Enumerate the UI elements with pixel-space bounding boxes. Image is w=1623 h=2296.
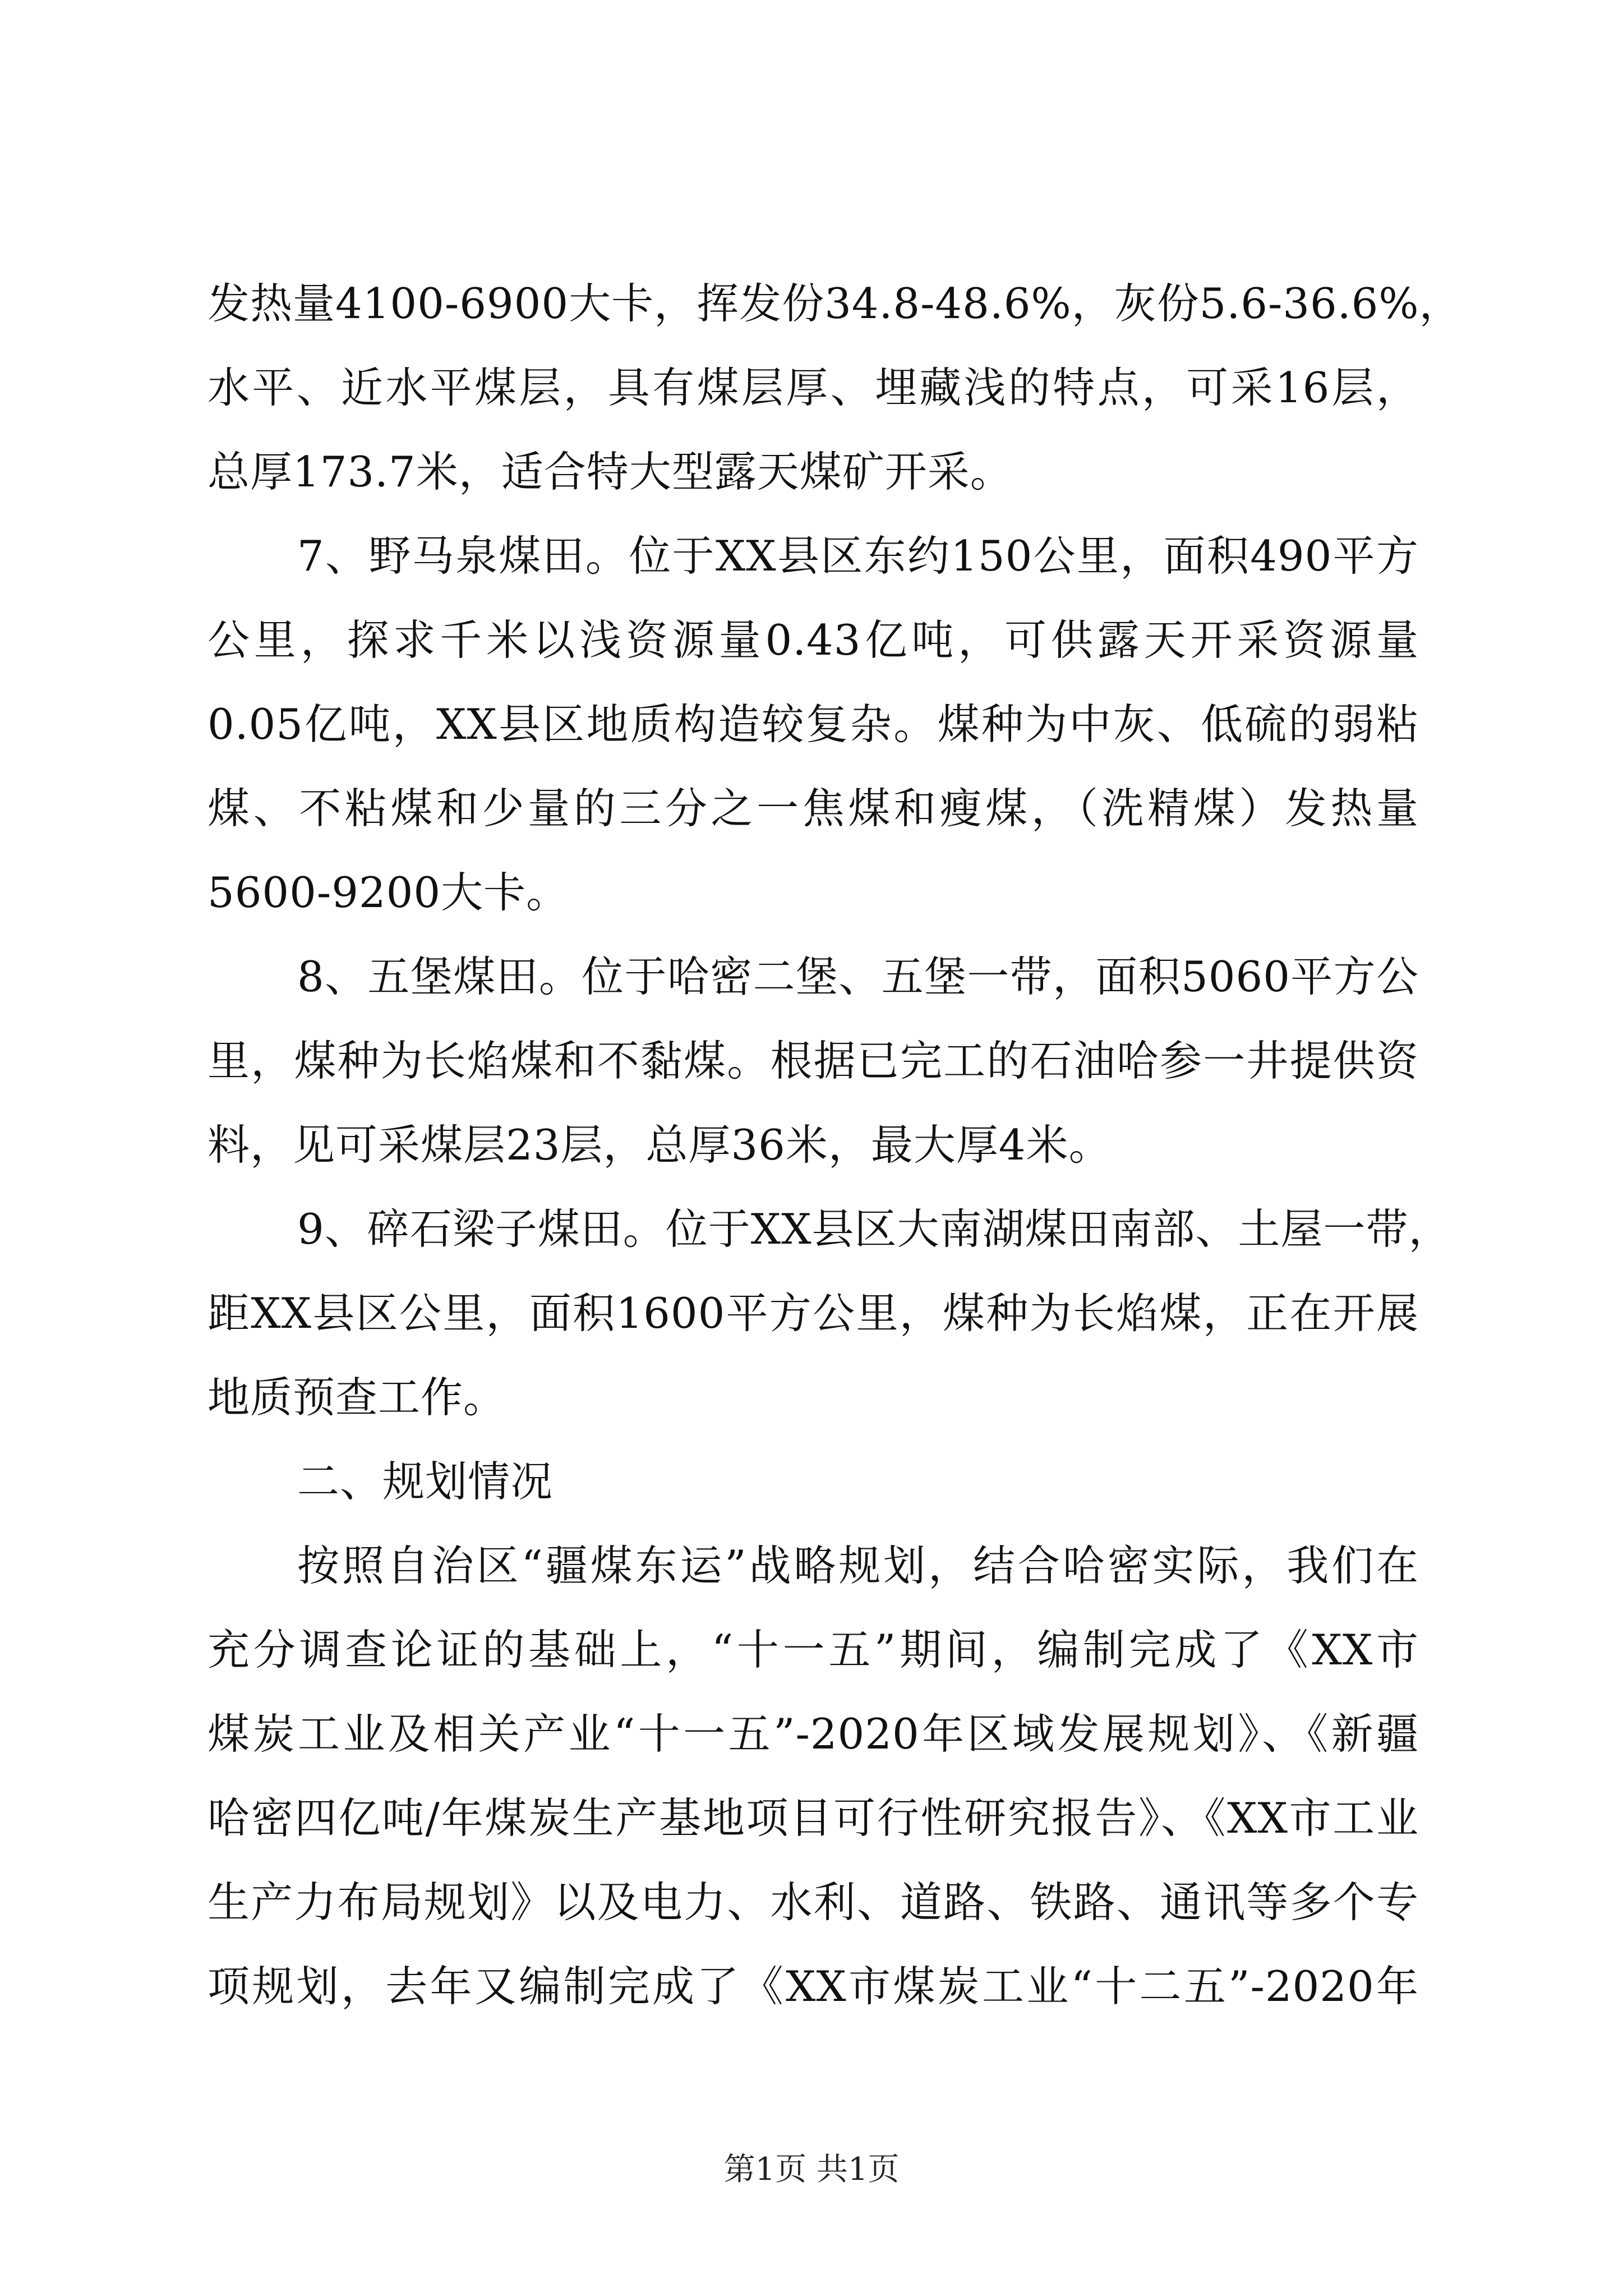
- text-line: 料，见可采煤层23层，总厚36米，最大厚4米。: [208, 1120, 1112, 1170]
- paragraph-first-line: 8、五堡煤田。位于哈密二堡、五堡一带，面积5060平方公: [297, 952, 1419, 1001]
- section-heading: 二、规划情况: [297, 1457, 554, 1506]
- text-line: 5600-9200大卡。: [208, 868, 569, 917]
- text-line: 哈密四亿吨/年煤炭生产基地项目可行性研究报告》、《XX市工业: [208, 1793, 1419, 1843]
- document-body: [208, 261, 1462, 2028]
- page-number-footer: 第1页 共1页: [723, 2151, 900, 2188]
- text-line: 公里，探求千米以浅资源量0.43亿吨，可供露天开采资源量: [208, 615, 1419, 665]
- text-line: 水平、近水平煤层，具有煤层厚、埋藏浅的特点，可采16层，: [208, 363, 1419, 412]
- text-line: 煤炭工业及相关产业“十一五”-2020年区域发展规划》、《新疆: [208, 1709, 1419, 1759]
- text-line: 距XX县区公里，面积1600平方公里，煤种为长焰煤，正在开展: [208, 1289, 1419, 1338]
- text-line: 里，煤种为长焰煤和不黏煤。根据已完工的石油哈参一井提供资: [208, 1036, 1419, 1085]
- text-line: 发热量4100-6900大卡，挥发份34.8-48.6%，灰份5.6-36.6%，: [208, 279, 1462, 328]
- text-line: 0.05亿吨，XX县区地质构造较复杂。煤种为中灰、低硫的弱粘: [208, 700, 1419, 749]
- text-line: 总厚173.7米，适合特大型露天煤矿开采。: [208, 447, 1013, 496]
- paragraph-first-line: 按照自治区“疆煤东运”战略规划，结合哈密实际，我们在: [297, 1541, 1419, 1590]
- text-line: 煤、不粘煤和少量的三分之一焦煤和瘦煤，（洗精煤）发热量: [208, 784, 1419, 833]
- text-line: 地质预查工作。: [208, 1373, 506, 1422]
- text-line: 生产力布局规划》以及电力、水利、道路、铁路、通讯等多个专: [208, 1878, 1419, 1927]
- text-line: 项规划，去年又编制完成了《XX市煤炭工业“十二五”-2020年: [208, 1962, 1419, 2011]
- text-line: 充分调查论证的基础上，“十一五”期间，编制完成了《XX市: [208, 1625, 1419, 1674]
- paragraph-first-line: 7、野马泉煤田。位于XX县区东约150公里，面积490平方: [297, 531, 1419, 581]
- paragraph-first-line: 9、碎石梁子煤田。位于XX县区大南湖煤田南部、土屋一带，: [297, 1204, 1451, 1254]
